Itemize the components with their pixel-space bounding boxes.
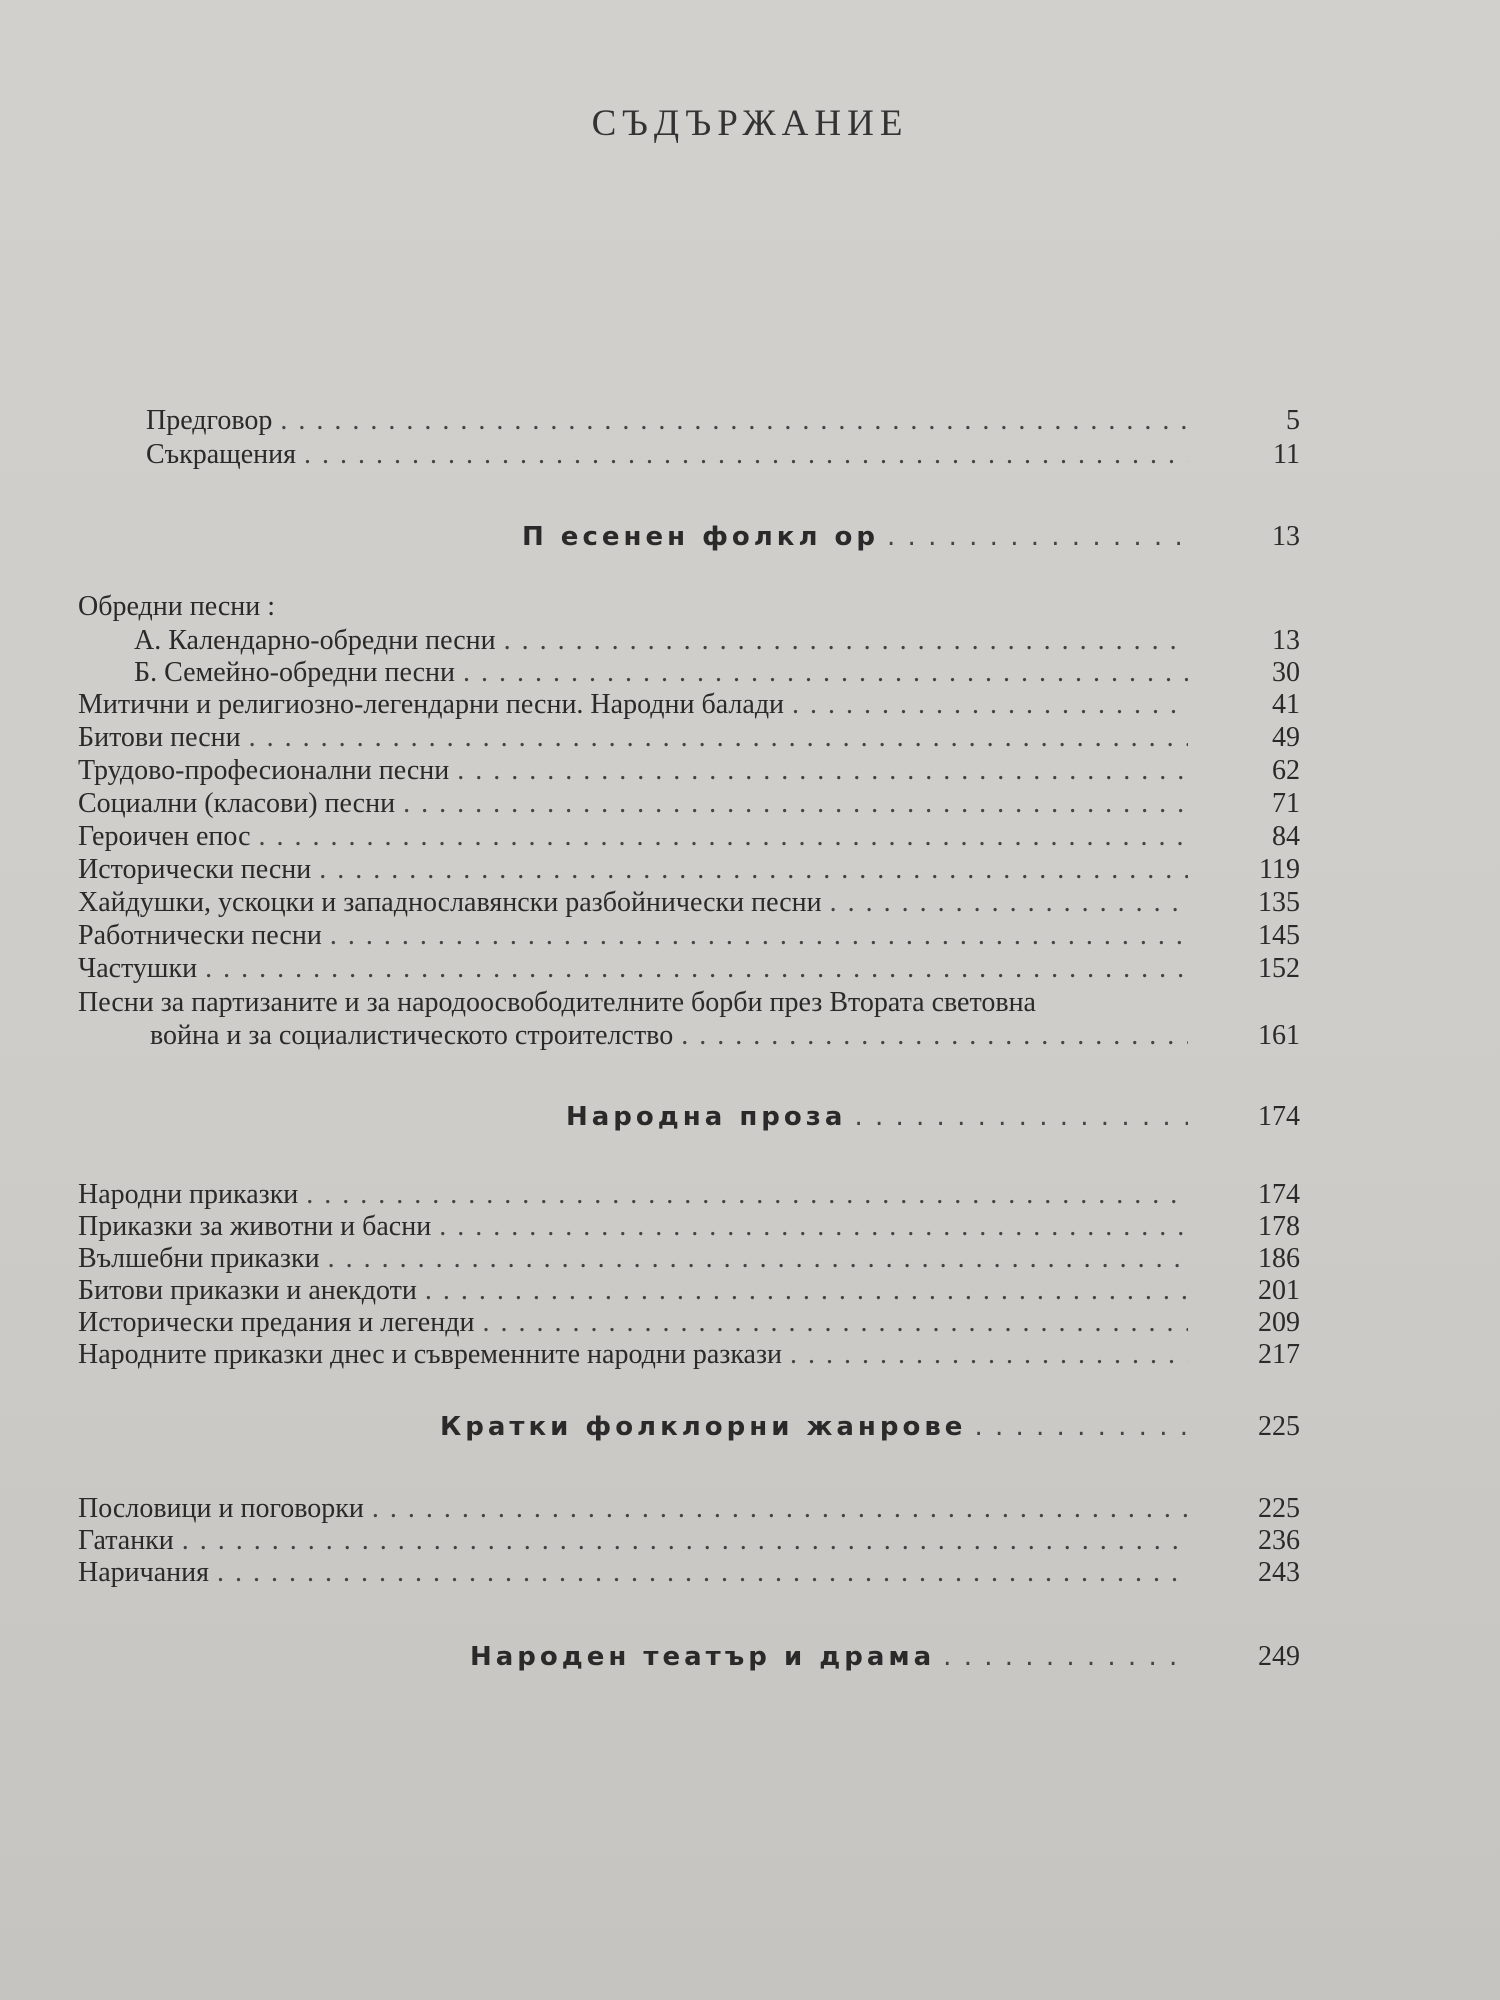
toc-entry: Б. Семейно-обредни песни . . . 30 bbox=[78, 656, 1300, 690]
toc-label: Предговор bbox=[146, 405, 273, 436]
toc-entry: Исторически предания и легенди . . . 209 bbox=[78, 1306, 1300, 1340]
toc-entry: Гатанки . . . 236 bbox=[78, 1524, 1300, 1558]
toc-group-label: Обредни песни : bbox=[78, 591, 276, 622]
toc-entry: Работнически песни . . . 145 bbox=[78, 919, 1300, 953]
toc-entry: Хайдушки, ускоцки и западнославянски разбойнически песни . . . 135 bbox=[78, 886, 1300, 920]
toc-entry: Героичен епос . . . 84 bbox=[78, 820, 1300, 854]
toc-entry: Битови песни . . . 49 bbox=[78, 721, 1300, 755]
toc-entry-multiline: Песни за партизаните и за народоосвободителните борби през Втората световна bbox=[78, 987, 1036, 1018]
section-title: Народен театър и драма bbox=[470, 1642, 936, 1672]
toc-page: 249 bbox=[1258, 1641, 1300, 1672]
section-heading-song-folklore bbox=[522, 520, 1300, 554]
section-heading-folk-theatre bbox=[470, 1640, 1300, 1674]
toc-label: Съкращения bbox=[146, 439, 297, 470]
toc-entry: Социални (класови) песни . . . 71 bbox=[78, 787, 1300, 821]
toc-entry: Битови приказки и анекдоти . . . 201 bbox=[78, 1274, 1300, 1308]
toc-entry-abbreviations bbox=[78, 438, 1300, 472]
section-heading-short-genres bbox=[440, 1410, 1300, 1444]
toc-page: 5 bbox=[1286, 405, 1300, 436]
toc-page: 13 bbox=[1272, 521, 1300, 552]
section-title: П есенен фолкл ор bbox=[522, 522, 880, 552]
section-title: Народна проза bbox=[566, 1102, 847, 1132]
toc-entry: Частушки . . . 152 bbox=[78, 952, 1300, 986]
toc-entry: Исторически песни . . . 119 bbox=[78, 853, 1300, 887]
toc-entry: Пословици и поговорки . . . 225 bbox=[78, 1492, 1300, 1526]
toc-entry: Приказки за животни и басни . . . 178 bbox=[78, 1210, 1300, 1244]
section-title: Кратки фолклорни жанрове bbox=[440, 1412, 967, 1442]
toc-entry-continuation: война и за социалистическото строителство . . . 161 bbox=[150, 1019, 1300, 1053]
toc-entry: Митични и религиозно-легендарни песни. Народни балади . . . 41 bbox=[78, 688, 1300, 722]
section-heading-folk-prose bbox=[566, 1100, 1300, 1134]
toc-entry: А. Календарно-обредни песни . . . 13 bbox=[78, 624, 1300, 658]
toc-entry: Трудово-професионални песни . . . 62 bbox=[78, 754, 1300, 788]
toc-page: 11 bbox=[1273, 439, 1300, 470]
toc-entry-preface bbox=[78, 404, 1300, 438]
toc-entry: Народни приказки . . . 174 bbox=[78, 1178, 1300, 1212]
toc-page: 225 bbox=[1258, 1411, 1300, 1442]
toc-entry: Наричания . . . 243 bbox=[78, 1556, 1300, 1590]
toc-page: 174 bbox=[1258, 1101, 1300, 1132]
toc-entry: Народните приказки днес и съвременните народни разкази . . . 217 bbox=[78, 1338, 1300, 1372]
toc-entry: Вълшебни приказки . . . 186 bbox=[78, 1242, 1300, 1276]
page-title: СЪДЪРЖАНИЕ bbox=[591, 103, 909, 144]
